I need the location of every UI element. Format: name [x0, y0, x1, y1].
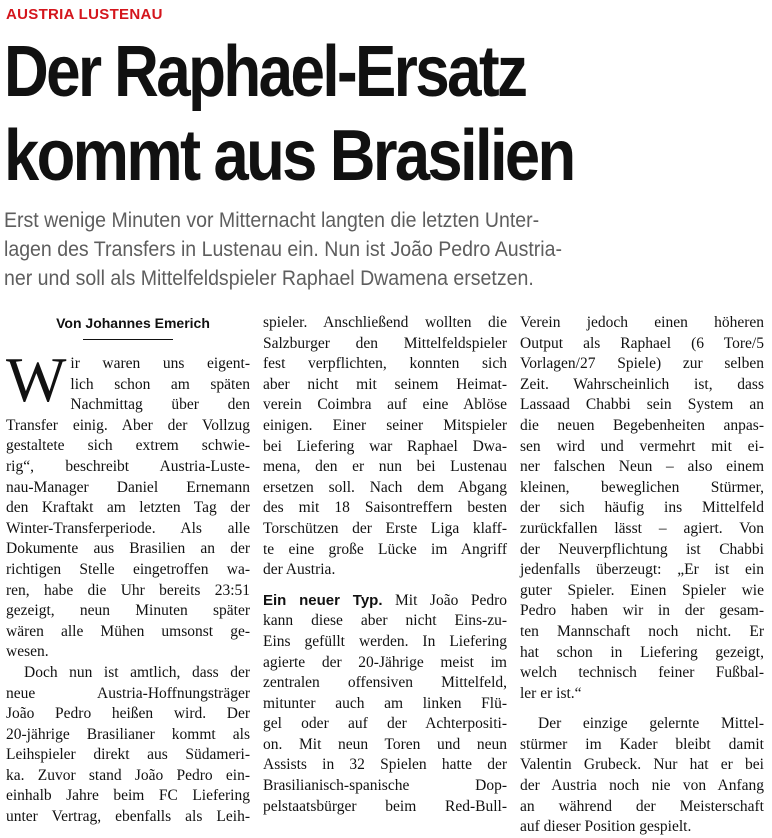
text-line: des mit 18 Saisontreffern besten — [263, 499, 507, 517]
text-line: richtigen Stelle eingetroffen wa- — [6, 560, 250, 578]
text-line: jedenfalls überzeugt: „Er ist ein — [520, 561, 764, 579]
text-line: Pedro haben wir in der gesam- — [520, 602, 764, 620]
text-line: welch technisch feiner Fußbal- — [520, 664, 764, 682]
text-line: der Austria noch nie von Anfang — [520, 777, 764, 795]
text-line: Der einzige gelernte Mittel- — [538, 715, 764, 733]
text-line: gel oder auf der Achterpositi- — [263, 715, 507, 733]
text-line: Verein jedoch einen höheren — [520, 314, 764, 331]
text-line: an während der Meisterschaft — [520, 797, 764, 815]
headline-line-1: Der Raphael-Ersatz — [4, 32, 526, 112]
text-line: auf dieser Position gespielt. — [520, 818, 692, 836]
text-line: Zeit. Wahrscheinlich ist, dass — [520, 375, 764, 393]
text-line: ler er ist.“ — [520, 684, 582, 702]
lead-line: Erst wenige Minuten vor Mitternacht langten die letzten Unter- — [4, 209, 540, 232]
text-line: der Austria. — [263, 561, 336, 579]
text-line: gestaltete sich extrem schwie- — [6, 437, 250, 455]
text-line: den Kraftakt am letzten Tag der — [6, 499, 250, 517]
text-line: rig“, beschreibt Austria-Luste- — [6, 457, 250, 475]
text-line: Leihspieler direkt aus Südameri- — [6, 746, 250, 764]
text-line: die neuen Begebenheiten anpas- — [520, 416, 764, 434]
byline: Von Johannes Emerich — [56, 315, 210, 331]
text-line: einhalb Jahre beim FC Liefering — [6, 787, 250, 805]
paragraph-5 — [520, 313, 764, 704]
text-line: Dokumente aus Brasilien an der — [6, 540, 250, 558]
text-line: mitunter auch am linken Flü- — [263, 694, 507, 712]
text-line: hat schon in Liefering gezeigt, — [520, 643, 764, 661]
text-line: mena, den er nun bei Lustenau — [263, 458, 507, 476]
text-line: der sich häufig ins Mittelfeld — [520, 499, 764, 517]
text-line: Torschützen der Erste Liga klaff- — [263, 519, 507, 537]
dropcap-block — [6, 344, 250, 416]
article-column-3 — [520, 313, 764, 838]
text-line: 20-jährige Brasilianer kommt als — [6, 725, 250, 743]
headline-line-2: kommt aus Brasilien — [4, 116, 574, 196]
text-line: Doch nun ist amtlich, dass der — [24, 663, 250, 681]
text-line: kann diese aber nicht Eins-zu- — [263, 612, 507, 630]
text-line: kleinen, beweglichen Stürmer, — [520, 478, 764, 496]
byline-divider — [83, 339, 173, 340]
text-line: pelstaatsbürger beim Red-Bull- — [263, 797, 507, 815]
text-line: Lassaad Chabbi sein System an — [520, 396, 764, 414]
article-column-2 — [263, 313, 507, 817]
text-line: lich schon am späten — [70, 375, 250, 393]
text-line: Transfer einig. Aber der Vollzug — [6, 416, 250, 434]
text-line: zurückfallen lässt – agiert. Von — [520, 519, 764, 537]
text-line: Salzburger den Mittelfeldspieler — [263, 334, 507, 352]
article-column-1 — [6, 313, 250, 828]
paragraph-3 — [263, 313, 507, 581]
text-line: Nachmittag über den — [70, 396, 250, 414]
text-line: neue Austria-Hoffnungsträger — [6, 684, 250, 702]
text-line: bei Liefering war Raphael Dwa- — [263, 437, 507, 455]
text-line: unter Vertrag, ebenfalls als Leih- — [6, 808, 250, 826]
lead-paragraph — [4, 206, 770, 293]
text-line: wesen. — [6, 643, 49, 661]
text-line: wären alle Mühen umsonst ge- — [6, 622, 250, 640]
lead-line: ner und soll als Mittelfeldspieler Raphael Dwamena ersetzen. — [4, 267, 534, 290]
text-line: agierte der 20-Jährige meist im — [263, 653, 507, 671]
text-line: on. Mit neun Toren und neun — [263, 735, 507, 753]
subhead-line — [263, 591, 507, 612]
headline — [4, 30, 769, 198]
text-line: ner falschen Neun – also einem — [520, 458, 764, 476]
text-line: aber nicht mit seinem Heimat- — [263, 375, 507, 393]
text-line: Winter-Transferperiode. Als alle — [6, 519, 250, 537]
text-line: nau-Manager Daniel Ernemann — [6, 478, 250, 496]
lead-line: lagen des Transfers in Lustenau ein. Nun ist João Pedro Austria- — [4, 238, 563, 261]
dropcap: W — [6, 344, 67, 415]
text-line: João Pedro heißen wird. Der — [6, 705, 250, 723]
text-line: Valentin Grubeck. Nur hat er bei — [520, 756, 764, 774]
text-line: stürmer im Kader bleibt damit — [520, 735, 764, 753]
paragraph-1 — [6, 416, 250, 663]
text-line: Vorlagen/27 Spiele) zur selben — [520, 355, 764, 373]
paragraph-2 — [6, 663, 250, 828]
subhead-rest: Mit João Pedro — [382, 591, 508, 609]
text-line: fest verpflichten, konnten sich — [263, 355, 507, 373]
text-line: ten Mannschaft noch nicht. Er — [520, 622, 764, 640]
text-line: te eine große Lücke im Angriff — [263, 540, 507, 558]
text-line: Brasilianisch-spanische Dop- — [263, 777, 507, 795]
text-line: der Neuverpflichtung ist Chabbi — [520, 540, 764, 558]
text-line: ir waren uns eigent- — [70, 355, 250, 372]
text-line: spieler. Anschließend wollten die — [263, 314, 507, 331]
text-line: ka. Zuvor stand João Pedro ein- — [6, 766, 250, 784]
subhead: Ein neuer Typ. — [263, 591, 383, 609]
text-line: zentralen offensiven Mittelfeld, — [263, 674, 507, 692]
text-line: guter Spieler. Einen Spieler wie — [520, 581, 764, 599]
text-line: ren, habe die Uhr bereits 23:51 — [6, 581, 250, 599]
text-line: Eins gefüllt werden. In Liefering — [263, 632, 507, 650]
paragraph-4 — [263, 611, 507, 817]
text-line: gezeigt, neun Minuten später — [6, 602, 250, 620]
text-line: Output als Raphael (6 Tore/5 — [520, 334, 764, 352]
text-line: ersetzen soll. Nach dem Abgang — [263, 478, 507, 496]
text-line: einigen. Einer seiner Mitspieler — [263, 416, 507, 434]
text-line: verein Coimbra auf eine Ablöse — [263, 396, 507, 414]
text-line: sen wird und vermehrt mit ei- — [520, 437, 764, 455]
text-line: Assists in 32 Spielen hatte der — [263, 756, 507, 774]
kicker-label: AUSTRIA LUSTENAU — [6, 6, 163, 23]
paragraph-6 — [520, 714, 764, 838]
